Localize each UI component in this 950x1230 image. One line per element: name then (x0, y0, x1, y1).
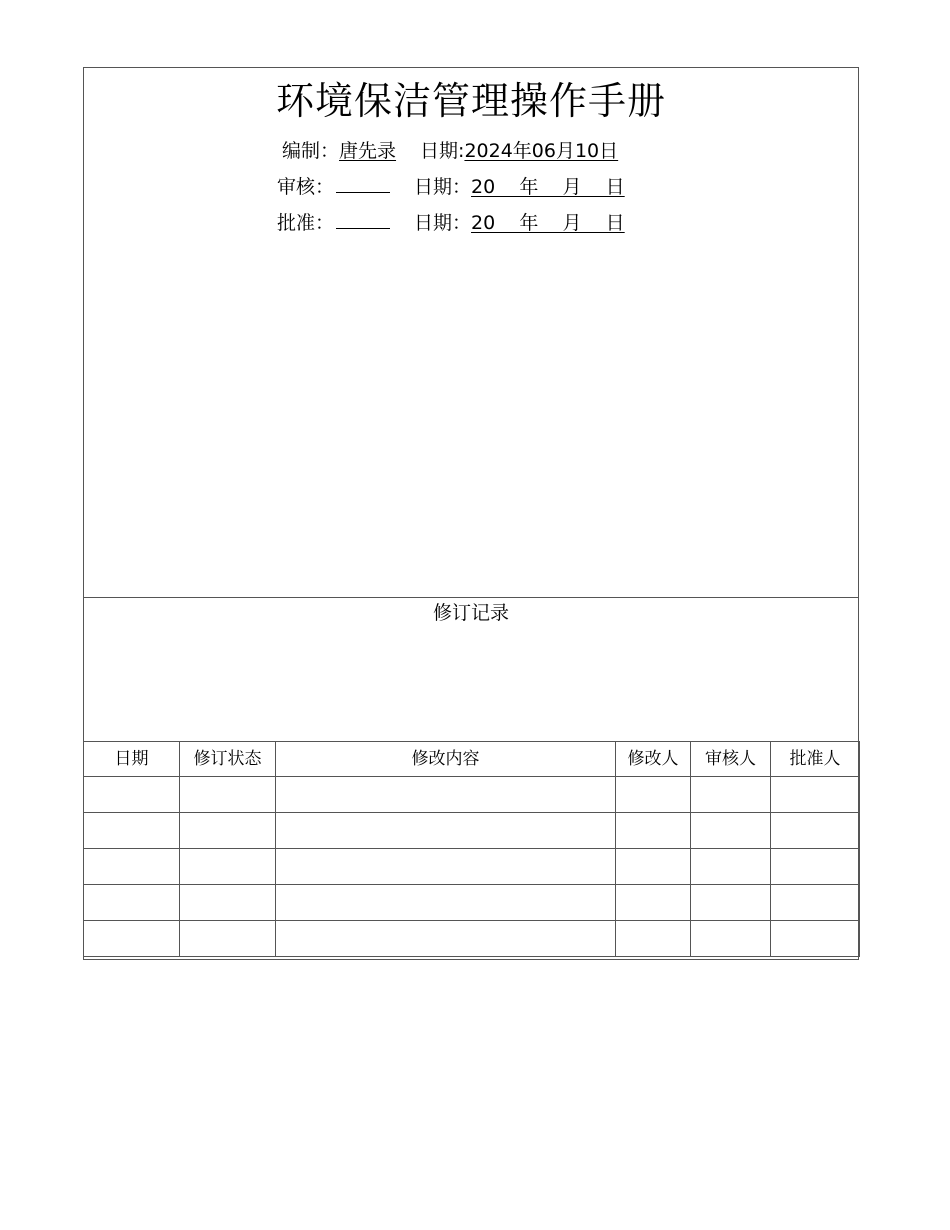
approve-label: 批准： (277, 212, 335, 234)
table-row (84, 849, 860, 885)
compile-line (282, 136, 618, 163)
review-signature-blank (336, 174, 390, 193)
table-cell (616, 885, 691, 921)
table-cell (276, 777, 616, 813)
approve-line (277, 208, 625, 235)
table-cell (691, 813, 771, 849)
approve-date-label: 日期： (414, 212, 472, 234)
document-title: 环境保洁管理操作手册 (275, 79, 666, 123)
table-cell (616, 921, 691, 957)
table-cell (691, 921, 771, 957)
table-cell (616, 813, 691, 849)
table-cell (616, 849, 691, 885)
column-header-date: 日期 (84, 742, 180, 777)
column-header-reviewer: 审核人 (691, 742, 771, 777)
review-label: 审核： (277, 176, 335, 198)
revision-title: 修订记录 (432, 602, 509, 624)
revision-header-area (84, 598, 858, 742)
table-cell (180, 777, 276, 813)
compile-label: 编制： (282, 140, 340, 162)
column-header-status: 修订状态 (180, 742, 276, 777)
table-cell (691, 849, 771, 885)
approve-signature-blank (336, 210, 390, 229)
table-cell (771, 849, 860, 885)
compile-person: 唐先录 (339, 140, 397, 162)
table-cell (180, 885, 276, 921)
column-header-modifier: 修改人 (616, 742, 691, 777)
review-date-label: 日期： (414, 176, 472, 198)
table-row (84, 921, 860, 957)
table-cell (276, 813, 616, 849)
table-cell (691, 885, 771, 921)
revision-table-header (84, 742, 860, 777)
document-frame (83, 67, 859, 960)
table-row (84, 885, 860, 921)
table-cell (180, 849, 276, 885)
revision-table (83, 741, 860, 957)
table-cell (84, 849, 180, 885)
table-cell (180, 921, 276, 957)
table-cell (180, 813, 276, 849)
cover-section (84, 68, 858, 598)
table-cell (771, 885, 860, 921)
table-cell (276, 849, 616, 885)
review-date: 20 年 月 日 (471, 176, 625, 198)
compile-date: 2024年06月10日 (464, 140, 619, 162)
column-header-content: 修改内容 (276, 742, 616, 777)
table-cell (771, 813, 860, 849)
table-cell (691, 777, 771, 813)
table-cell (276, 885, 616, 921)
approve-date: 20 年 月 日 (471, 212, 625, 234)
table-row (84, 777, 860, 813)
table-cell (84, 921, 180, 957)
table-cell (276, 921, 616, 957)
table-row (84, 813, 860, 849)
column-header-approver: 批准人 (771, 742, 860, 777)
compile-date-label: 日期: (420, 140, 465, 162)
table-cell (616, 777, 691, 813)
table-cell (771, 777, 860, 813)
review-line (277, 172, 625, 199)
table-cell (84, 813, 180, 849)
table-cell (84, 885, 180, 921)
table-cell (84, 777, 180, 813)
table-cell (771, 921, 860, 957)
